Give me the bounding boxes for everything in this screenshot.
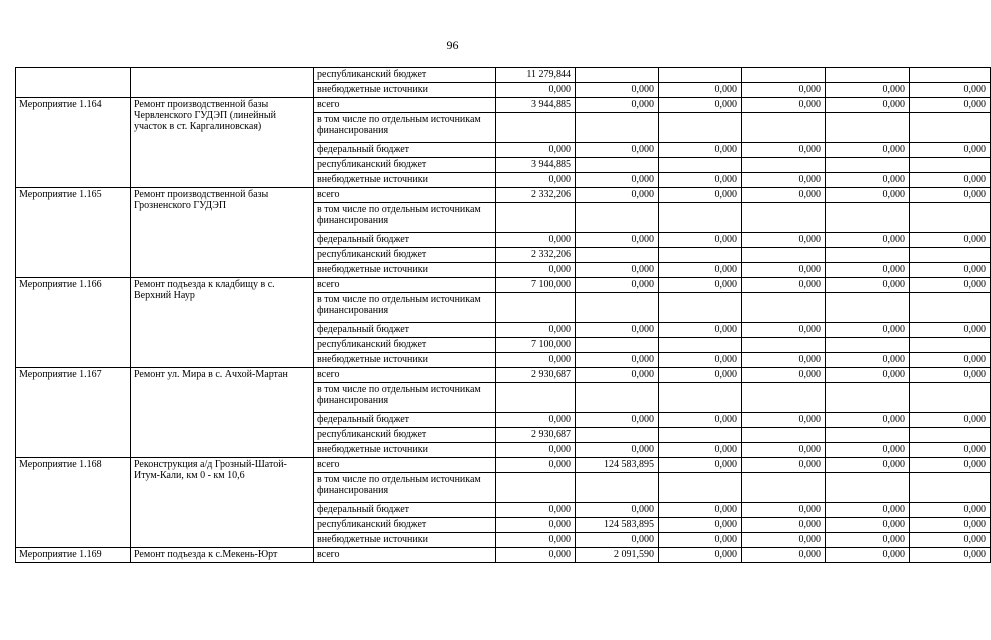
funding-source-cell: всего [314,188,496,203]
amount-cell: 0,000 [826,353,910,368]
amount-cell: 0,000 [826,98,910,113]
amount-cell [659,293,742,323]
amount-cell: 0,000 [826,368,910,383]
funding-source-cell: всего [314,278,496,293]
amount-cell: 0,000 [659,143,742,158]
amount-cell [742,113,826,143]
funding-source-cell: федеральный бюджет [314,233,496,248]
amount-cell [496,203,576,233]
amount-cell: 3 944,885 [496,158,576,173]
amount-cell: 0,000 [576,533,659,548]
amount-cell: 0,000 [826,518,910,533]
amount-cell: 0,000 [576,353,659,368]
amount-cell: 0,000 [496,143,576,158]
amount-cell: 0,000 [576,413,659,428]
amount-cell: 0,000 [742,458,826,473]
amount-cell: 0,000 [910,548,991,563]
measure-id-cell [16,68,131,98]
table-row [16,458,991,473]
amount-cell: 0,000 [742,413,826,428]
amount-cell: 0,000 [659,548,742,563]
measure-id-cell: Мероприятие 1.168 [16,458,131,548]
amount-cell: 0,000 [576,368,659,383]
amount-cell [826,158,910,173]
amount-cell [576,203,659,233]
amount-cell [742,158,826,173]
amount-cell: 0,000 [496,83,576,98]
amount-cell [910,113,991,143]
amount-cell: 0,000 [910,323,991,338]
amount-cell [910,248,991,263]
amount-cell [742,248,826,263]
amount-cell: 0,000 [659,83,742,98]
amount-cell [826,383,910,413]
funding-source-cell: внебюджетные источники [314,353,496,368]
amount-cell [496,383,576,413]
amount-cell: 0,000 [910,518,991,533]
amount-cell: 0,000 [576,278,659,293]
amount-cell: 0,000 [576,323,659,338]
amount-cell: 2 332,206 [496,248,576,263]
amount-cell: 0,000 [496,443,576,458]
amount-cell [576,473,659,503]
amount-cell [659,158,742,173]
amount-cell: 0,000 [742,83,826,98]
amount-cell: 0,000 [826,503,910,518]
measure-name-cell: Ремонт подъезда к кладбищу в с. Верхний Наур [131,278,314,368]
amount-cell: 0,000 [826,263,910,278]
amount-cell: 0,000 [826,83,910,98]
funding-source-cell: всего [314,458,496,473]
amount-cell [496,293,576,323]
amount-cell: 0,000 [742,548,826,563]
amount-cell: 0,000 [910,413,991,428]
amount-cell [910,68,991,83]
amount-cell [576,113,659,143]
budget-table [15,67,991,563]
measure-id-cell: Мероприятие 1.167 [16,368,131,458]
amount-cell: 0,000 [742,323,826,338]
funding-source-cell: республиканский бюджет [314,68,496,83]
amount-cell: 124 583,895 [576,518,659,533]
measure-id-cell: Мероприятие 1.169 [16,548,131,563]
amount-cell [576,68,659,83]
amount-cell [826,113,910,143]
amount-cell: 0,000 [576,443,659,458]
amount-cell [659,473,742,503]
amount-cell: 0,000 [659,98,742,113]
amount-cell: 0,000 [659,518,742,533]
amount-cell: 0,000 [576,233,659,248]
amount-cell: 0,000 [742,518,826,533]
amount-cell: 0,000 [742,98,826,113]
amount-cell: 0,000 [910,503,991,518]
amount-cell [742,338,826,353]
amount-cell [576,158,659,173]
funding-source-cell: всего [314,548,496,563]
funding-source-cell: республиканский бюджет [314,428,496,443]
measure-name-cell: Ремонт подъезда к с.Мекень-Юрт [131,548,314,563]
measure-name-cell: Ремонт ул. Мира в с. Ачхой-Мартан [131,368,314,458]
amount-cell: 0,000 [496,323,576,338]
amount-cell: 0,000 [496,173,576,188]
amount-cell: 0,000 [496,533,576,548]
amount-cell: 0,000 [742,368,826,383]
amount-cell: 0,000 [496,353,576,368]
funding-source-cell: всего [314,98,496,113]
amount-cell: 0,000 [496,458,576,473]
funding-source-cell: внебюджетные источники [314,263,496,278]
funding-source-cell: республиканский бюджет [314,338,496,353]
amount-cell: 0,000 [742,143,826,158]
amount-cell [576,338,659,353]
amount-cell: 0,000 [742,503,826,518]
amount-cell: 0,000 [496,548,576,563]
amount-cell: 0,000 [659,173,742,188]
amount-cell [742,203,826,233]
table-row [16,68,991,83]
amount-cell: 0,000 [826,323,910,338]
amount-cell [910,338,991,353]
amount-cell: 0,000 [659,233,742,248]
amount-cell: 0,000 [910,443,991,458]
funding-source-cell: федеральный бюджет [314,323,496,338]
amount-cell [910,428,991,443]
amount-cell: 0,000 [496,233,576,248]
amount-cell: 0,000 [910,263,991,278]
funding-source-cell: федеральный бюджет [314,143,496,158]
amount-cell: 0,000 [576,83,659,98]
measure-name-cell: Ремонт производственной базы Грозненского ГУДЭП [131,188,314,278]
amount-cell: 7 100,000 [496,278,576,293]
funding-source-cell: в том числе по отдельным источникам финансирования [314,113,496,143]
amount-cell: 0,000 [659,323,742,338]
funding-source-cell: в том числе по отдельным источникам финансирования [314,473,496,503]
amount-cell [742,293,826,323]
amount-cell [826,428,910,443]
amount-cell: 0,000 [742,188,826,203]
amount-cell: 0,000 [496,518,576,533]
amount-cell: 0,000 [826,533,910,548]
amount-cell: 0,000 [496,413,576,428]
amount-cell [659,113,742,143]
amount-cell [576,428,659,443]
amount-cell [496,113,576,143]
funding-source-cell: всего [314,368,496,383]
amount-cell [826,248,910,263]
amount-cell: 0,000 [659,443,742,458]
measure-id-cell: Мероприятие 1.165 [16,188,131,278]
amount-cell [826,473,910,503]
funding-source-cell: внебюджетные источники [314,443,496,458]
amount-cell [910,383,991,413]
amount-cell [742,428,826,443]
amount-cell: 0,000 [659,278,742,293]
amount-cell: 0,000 [826,233,910,248]
amount-cell: 0,000 [742,233,826,248]
amount-cell [826,68,910,83]
amount-cell [742,473,826,503]
amount-cell: 0,000 [659,503,742,518]
amount-cell: 0,000 [826,548,910,563]
amount-cell: 0,000 [826,188,910,203]
amount-cell: 0,000 [659,188,742,203]
amount-cell [659,248,742,263]
funding-source-cell: республиканский бюджет [314,158,496,173]
funding-source-cell: республиканский бюджет [314,248,496,263]
amount-cell: 0,000 [742,263,826,278]
amount-cell: 0,000 [910,173,991,188]
amount-cell: 0,000 [659,353,742,368]
amount-cell: 0,000 [496,503,576,518]
amount-cell: 0,000 [910,458,991,473]
amount-cell [910,158,991,173]
amount-cell: 2 091,590 [576,548,659,563]
amount-cell [576,293,659,323]
amount-cell [496,473,576,503]
amount-cell: 0,000 [576,188,659,203]
funding-source-cell: внебюджетные источники [314,533,496,548]
amount-cell: 11 279,844 [496,68,576,83]
amount-cell [742,383,826,413]
amount-cell [659,383,742,413]
amount-cell: 0,000 [659,458,742,473]
measure-name-cell: Ремонт производственной базы Червленского ГУДЭП (линейный участок в ст. Каргалиновская) [131,98,314,188]
amount-cell [659,68,742,83]
measure-id-cell: Мероприятие 1.164 [16,98,131,188]
amount-cell: 0,000 [742,443,826,458]
amount-cell: 0,000 [910,233,991,248]
amount-cell: 0,000 [910,98,991,113]
amount-cell [659,203,742,233]
table-row [16,548,991,563]
amount-cell: 0,000 [496,263,576,278]
amount-cell: 0,000 [910,353,991,368]
amount-cell: 0,000 [826,173,910,188]
amount-cell: 0,000 [742,533,826,548]
table-row [16,188,991,203]
amount-cell: 7 100,000 [496,338,576,353]
amount-cell: 0,000 [742,278,826,293]
amount-cell [742,68,826,83]
amount-cell: 0,000 [576,98,659,113]
amount-cell [910,293,991,323]
amount-cell: 2 930,687 [496,428,576,443]
amount-cell: 0,000 [910,188,991,203]
funding-source-cell: в том числе по отдельным источникам финансирования [314,293,496,323]
amount-cell: 0,000 [659,413,742,428]
amount-cell: 0,000 [576,263,659,278]
amount-cell [826,338,910,353]
amount-cell: 0,000 [826,143,910,158]
amount-cell [576,383,659,413]
funding-source-cell: в том числе по отдельным источникам финансирования [314,203,496,233]
amount-cell: 0,000 [576,173,659,188]
amount-cell: 0,000 [742,353,826,368]
amount-cell: 0,000 [910,368,991,383]
amount-cell: 0,000 [659,368,742,383]
amount-cell: 2 930,687 [496,368,576,383]
funding-source-cell: федеральный бюджет [314,503,496,518]
table-row [16,278,991,293]
amount-cell: 124 583,895 [576,458,659,473]
amount-cell: 2 332,206 [496,188,576,203]
amount-cell: 0,000 [826,278,910,293]
amount-cell [576,248,659,263]
amount-cell [659,428,742,443]
amount-cell [910,203,991,233]
amount-cell [910,473,991,503]
funding-source-cell: внебюджетные источники [314,173,496,188]
table-row [16,368,991,383]
amount-cell [826,293,910,323]
page-number: 96 [446,38,459,52]
measure-name-cell [131,68,314,98]
measure-id-cell: Мероприятие 1.166 [16,278,131,368]
amount-cell: 0,000 [826,458,910,473]
amount-cell: 0,000 [910,83,991,98]
amount-cell: 0,000 [910,533,991,548]
funding-source-cell: внебюджетные источники [314,83,496,98]
amount-cell: 0,000 [576,503,659,518]
amount-cell: 0,000 [742,173,826,188]
amount-cell: 0,000 [826,443,910,458]
funding-source-cell: федеральный бюджет [314,413,496,428]
amount-cell: 3 944,885 [496,98,576,113]
funding-source-cell: республиканский бюджет [314,518,496,533]
amount-cell [659,338,742,353]
amount-cell: 0,000 [826,413,910,428]
amount-cell: 0,000 [910,143,991,158]
funding-source-cell: в том числе по отдельным источникам финансирования [314,383,496,413]
amount-cell: 0,000 [659,533,742,548]
table-row [16,98,991,113]
amount-cell [826,203,910,233]
amount-cell: 0,000 [910,278,991,293]
amount-cell: 0,000 [659,263,742,278]
measure-name-cell: Реконструкция а/д Грозный-Шатой-Итум-Кали, км 0 - км 10,6 [131,458,314,548]
amount-cell: 0,000 [576,143,659,158]
